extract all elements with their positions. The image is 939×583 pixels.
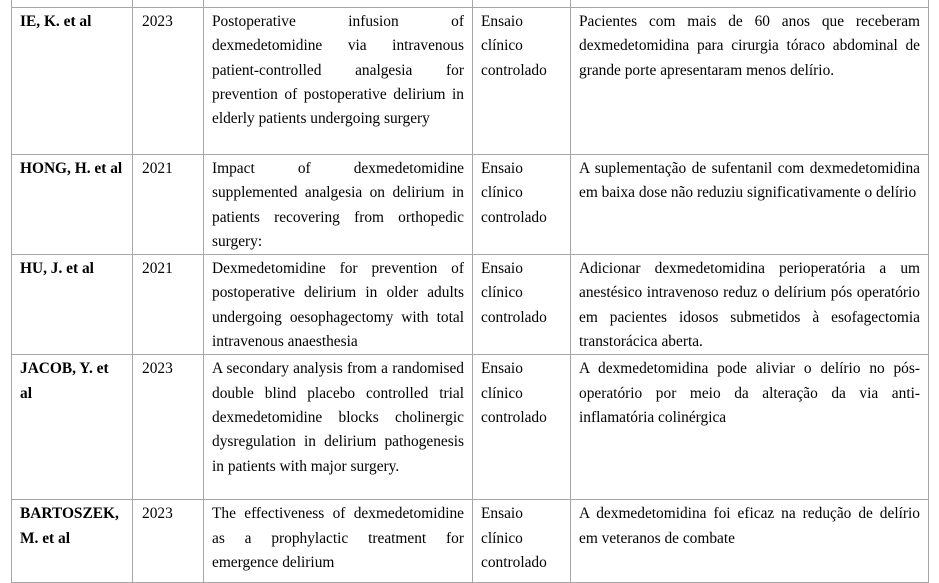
result-cell: Adicionar dexmedetomidina perioperatória a um anestésico intravenoso reduz o delírium pós operatório em pacientes idosos submetidos à esofagectomia transtorácica aberta. (571, 255, 929, 355)
table-cell (571, 0, 929, 8)
author-cell: BARTOSZEK, M. et al (12, 500, 133, 583)
year-cell: 2021 (133, 155, 204, 255)
study-type-cell: Ensaio clínico controlado (473, 500, 571, 583)
title-cell: The effectiveness of dexmedetomidine as a prophylactic treatment for emergence delirium (204, 500, 473, 583)
author-cell: HU, J. et al (12, 255, 133, 355)
year-cell: 2021 (133, 255, 204, 355)
result-cell: A dexmedetomidina pode aliviar o delírio no pós-operatório por meio da alteração da via anti-inflamatória colinérgica (571, 355, 929, 500)
studies-table (11, 0, 929, 583)
title-cell: Impact of dexmedetomidine supplemented analgesia on delirium in patients recovering from orthopedic surgery: (204, 155, 473, 255)
table-row (12, 355, 929, 500)
year-cell: 2023 (133, 500, 204, 583)
table-row (12, 155, 929, 255)
studies-table-container (11, 0, 929, 583)
table-row (12, 8, 929, 155)
table-cell (133, 0, 204, 8)
study-type-cell: Ensaio clínico controlado (473, 355, 571, 500)
author-cell: HONG, H. et al (12, 155, 133, 255)
table-cell (473, 0, 571, 8)
title-cell: Dexmedetomidine for prevention of postoperative delirium in older adults undergoing oesophagectomy with total intravenous anaesthesia (204, 255, 473, 355)
title-cell: A secondary analysis from a randomised double blind placebo controlled trial dexmedetomidine blocks cholinergic dysregulation in delirium pathogenesis in patients with major surgery. (204, 355, 473, 500)
author-cell: JACOB, Y. et al (12, 355, 133, 500)
result-cell: A dexmedetomidina foi eficaz na redução de delírio em veteranos de combate (571, 500, 929, 583)
year-cell: 2023 (133, 8, 204, 155)
title-cell: Postoperative infusion of dexmedetomidine via intravenous patient-controlled analgesia for prevention of postoperative delirium in elderly patients undergoing surgery (204, 8, 473, 155)
study-type-cell: Ensaio clínico controlado (473, 255, 571, 355)
year-cell: 2023 (133, 355, 204, 500)
table-row-cut-top (12, 0, 929, 8)
author-cell: IE, K. et al (12, 8, 133, 155)
table-row (12, 255, 929, 355)
result-cell: A suplementação de sufentanil com dexmedetomidina em baixa dose não reduziu significativamente o delírio (571, 155, 929, 255)
table-cell (12, 0, 133, 8)
table-cell (204, 0, 473, 8)
study-type-cell: Ensaio clínico controlado (473, 155, 571, 255)
result-cell: Pacientes com mais de 60 anos que receberam dexmedetomidina para cirurgia tóraco abdominal de grande porte apresentaram menos delírio. (571, 8, 929, 155)
study-type-cell: Ensaio clínico controlado (473, 8, 571, 155)
table-row (12, 500, 929, 583)
